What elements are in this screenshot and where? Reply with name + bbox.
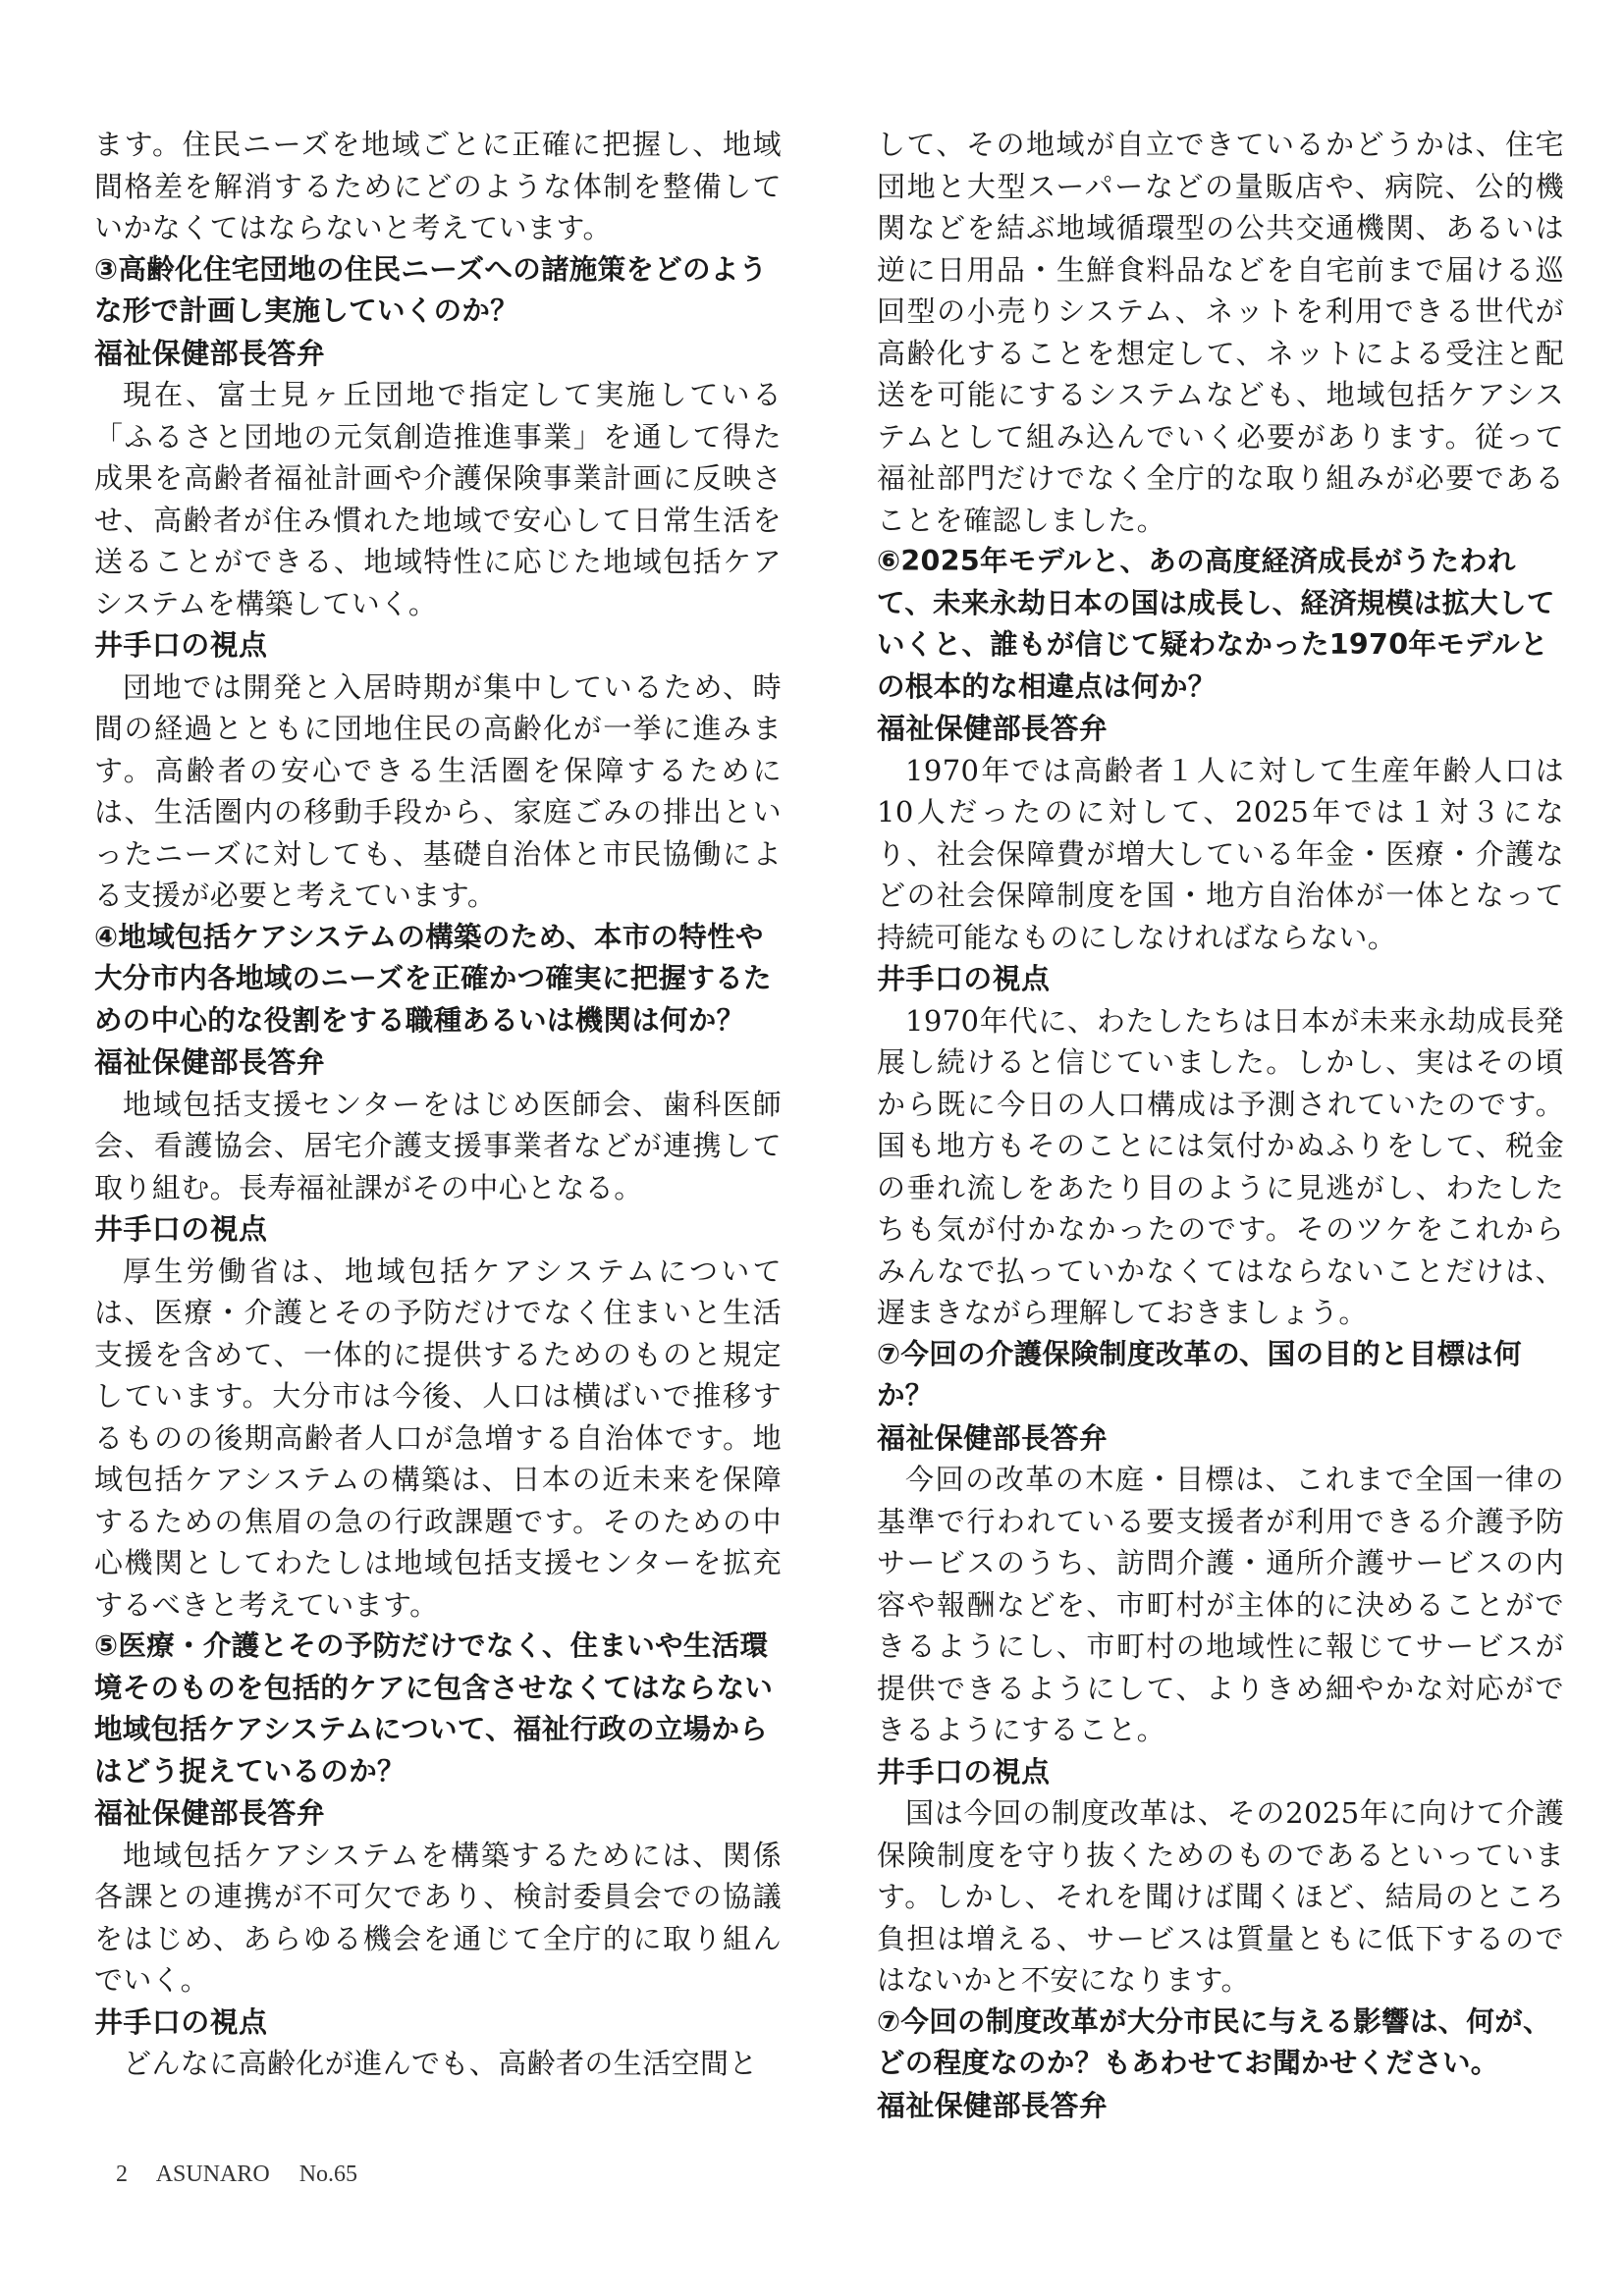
question-heading: ⑤医療・介護とその予防だけでなく、住まいや生活環境そのものを包括的ケアに包含させなくてはならない地域包括ケアシステムについて、福祉行政の立場からはどう捉えているのか？ <box>94 1629 774 1788</box>
question-heading: ③高齢化住宅団地の住民ニーズへの諸施策をどのような形で計画し実施していくのか？ <box>94 252 768 327</box>
question-heading: ⑥2025年モデルと、あの高度経済成長がうたわれて、未来永劫日本の国は成長し、経済規模は拡大していくと、誰もが信じて疑わなかった1970年モデルとの根本的な相違点は何か？ <box>877 545 1555 703</box>
question-heading: ⑦今回の介護保険制度改革の、国の目的と目標は何か？ <box>877 1337 1522 1412</box>
publication-name: ASUNARO <box>155 2162 270 2187</box>
body-paragraph: ます。住民ニーズを地域ごとに正確に把握し、地域間格差を解消するためにどのような体制を整備していかなくてはならないと考えています。 <box>94 128 782 244</box>
viewpoint-heading: 井手口の視点 <box>877 1754 1051 1789</box>
viewpoint-heading: 井手口の視点 <box>94 2004 268 2039</box>
right-column <box>877 124 1564 2126</box>
page-footer <box>116 2162 381 2188</box>
viewpoint-paragraph: 厚生労働省は、地域包括ケアシステムについては、医療・介護とその予防だけでなく住まいと生活支援を含めて、一体的に提供するためのものと規定しています。大分市は今後、人口は横ばいで推移するものの後期高齢者人口が急増する自治体です。地域包括ケアシステムの構築は、日本の近未来を保障するための焦眉の急の行政課題です。そのための中心機関としてわたしは地域包括支援センターを拡充するべきと考えています。 <box>94 1254 782 1622</box>
answer-heading: 福祉保健部長答弁 <box>94 1045 326 1079</box>
viewpoint-heading: 井手口の視点 <box>877 962 1051 995</box>
answer-heading: 福祉保健部長答弁 <box>877 712 1109 745</box>
answer-paragraph: 1970年では高齢者１人に対して生産年齢人口は10人だったのに対して、2025年では１対３になり、社会保障費が増大している年金・医療・介護などの社会保障制度を国・地方自治体が一体となって持続可能なものにしなければならない。 <box>877 753 1564 954</box>
answer-paragraph: 現在、富士見ヶ丘団地で指定して実施している「ふるさと団地の元気創造推進事業」を通して得た成果を高齢者福祉計画や介護保険事業計画に反映させ、高齢者が住み慣れた地域で安心して日常生活を送ることができる、地域特性に応じた地域包括ケアシステムを構築していく。 <box>94 378 782 620</box>
answer-heading: 福祉保健部長答弁 <box>877 2088 1109 2122</box>
viewpoint-heading: 井手口の視点 <box>94 628 268 662</box>
question-heading: ④地域包括ケアシステムの構築のため、本市の特性や大分市内各地域のニーズを正確かつ確実に把握するための中心的な役割をする職種あるいは機関は何か？ <box>94 920 772 1037</box>
answer-paragraph: 今回の改革の木庭・目標は、これまで全国一律の基準で行われている要支援者が利用できる介護予防サービスのうち、訪問介護・通所介護サービスの内容や報酬などを、市町村が主体的に決めることができるようにし、市町村の地域性に報じてサービスが提供できるようにして、よりきめ細やかな対応ができるようにすること。 <box>877 1463 1564 1746</box>
answer-paragraph: 地域包括ケアシステムを構築するためには、関係各課との連携が不可欠であり、検討委員会での協議をはじめ、あらゆる機会を通じて全庁的に取り組んでいく。 <box>94 1838 782 1997</box>
viewpoint-paragraph: 1970年代に、わたしたちは日本が未来永劫成長発展し続けると信じていました。しかし、実はその頃から既に今日の人口構成は予測されていたのです。国も地方もそのことには気付かぬふりをして、税金の垂れ流しをあたり目のように見逃がし、わたしたちも気が付かなかったのです。そのツケをこれからみんなで払っていかなくてはならないことだけは、遅まきながら理解しておきましょう。 <box>877 1003 1564 1329</box>
answer-heading: 福祉保健部長答弁 <box>94 1796 326 1830</box>
viewpoint-paragraph-continued: して、その地域が自立できているかどうかは、住宅団地と大型スーパーなどの量販店や、病院、公的機関などを結ぶ地域循環型の公共交通機関、あるいは逆に日用品・生鮮食料品などを自宅前まで届ける巡回型の小売りシステム、ネットを利用できる世代が高齢化することを想定して、ネットによる受注と配送を可能にするシステムなども、地域包括ケアシステムとして組み込んでいく必要があります。従って福祉部門だけでなく全庁的な取り組みが必要であることを確認しました。 <box>877 128 1564 537</box>
page-number: 2 <box>116 2162 128 2187</box>
viewpoint-heading: 井手口の視点 <box>94 1212 268 1246</box>
viewpoint-paragraph: 団地では開発と入居時期が集中しているため、時間の経過とともに団地住民の高齢化が一挙に進みます。高齢者の安心できる生活圏を保障するためには、生活圏内の移動手段から、家庭ごみの排出といったニーズに対しても、基礎自治体と市民協働による支援が必要と考えています。 <box>94 669 782 912</box>
answer-heading: 福祉保健部長答弁 <box>877 1420 1109 1455</box>
answer-paragraph: 地域包括支援センターをはじめ医師会、歯科医師会、看護協会、居宅介護支援事業者などが連携して取り組む。長寿福祉課がその中心となる。 <box>94 1087 782 1204</box>
viewpoint-paragraph: 国は今回の制度改革は、その2025年に向けて介護保険制度を守り抜くためのものであるといっています。しかし、それを聞けば聞くほど、結局のところ負担は増える、サービスは質量ともに低下するのではないかと不安になります。 <box>877 1796 1564 1997</box>
issue-number: No.65 <box>298 2162 358 2187</box>
viewpoint-paragraph: どんなに高齢化が進んでも、高齢者の生活空間と <box>123 2047 758 2080</box>
answer-heading: 福祉保健部長答弁 <box>94 336 326 370</box>
question-heading: ⑦今回の制度改革が大分市民に与える影響は、何が、どの程度なのか？もあわせてお聞かせください。 <box>877 2004 1551 2079</box>
left-column <box>94 124 782 2085</box>
